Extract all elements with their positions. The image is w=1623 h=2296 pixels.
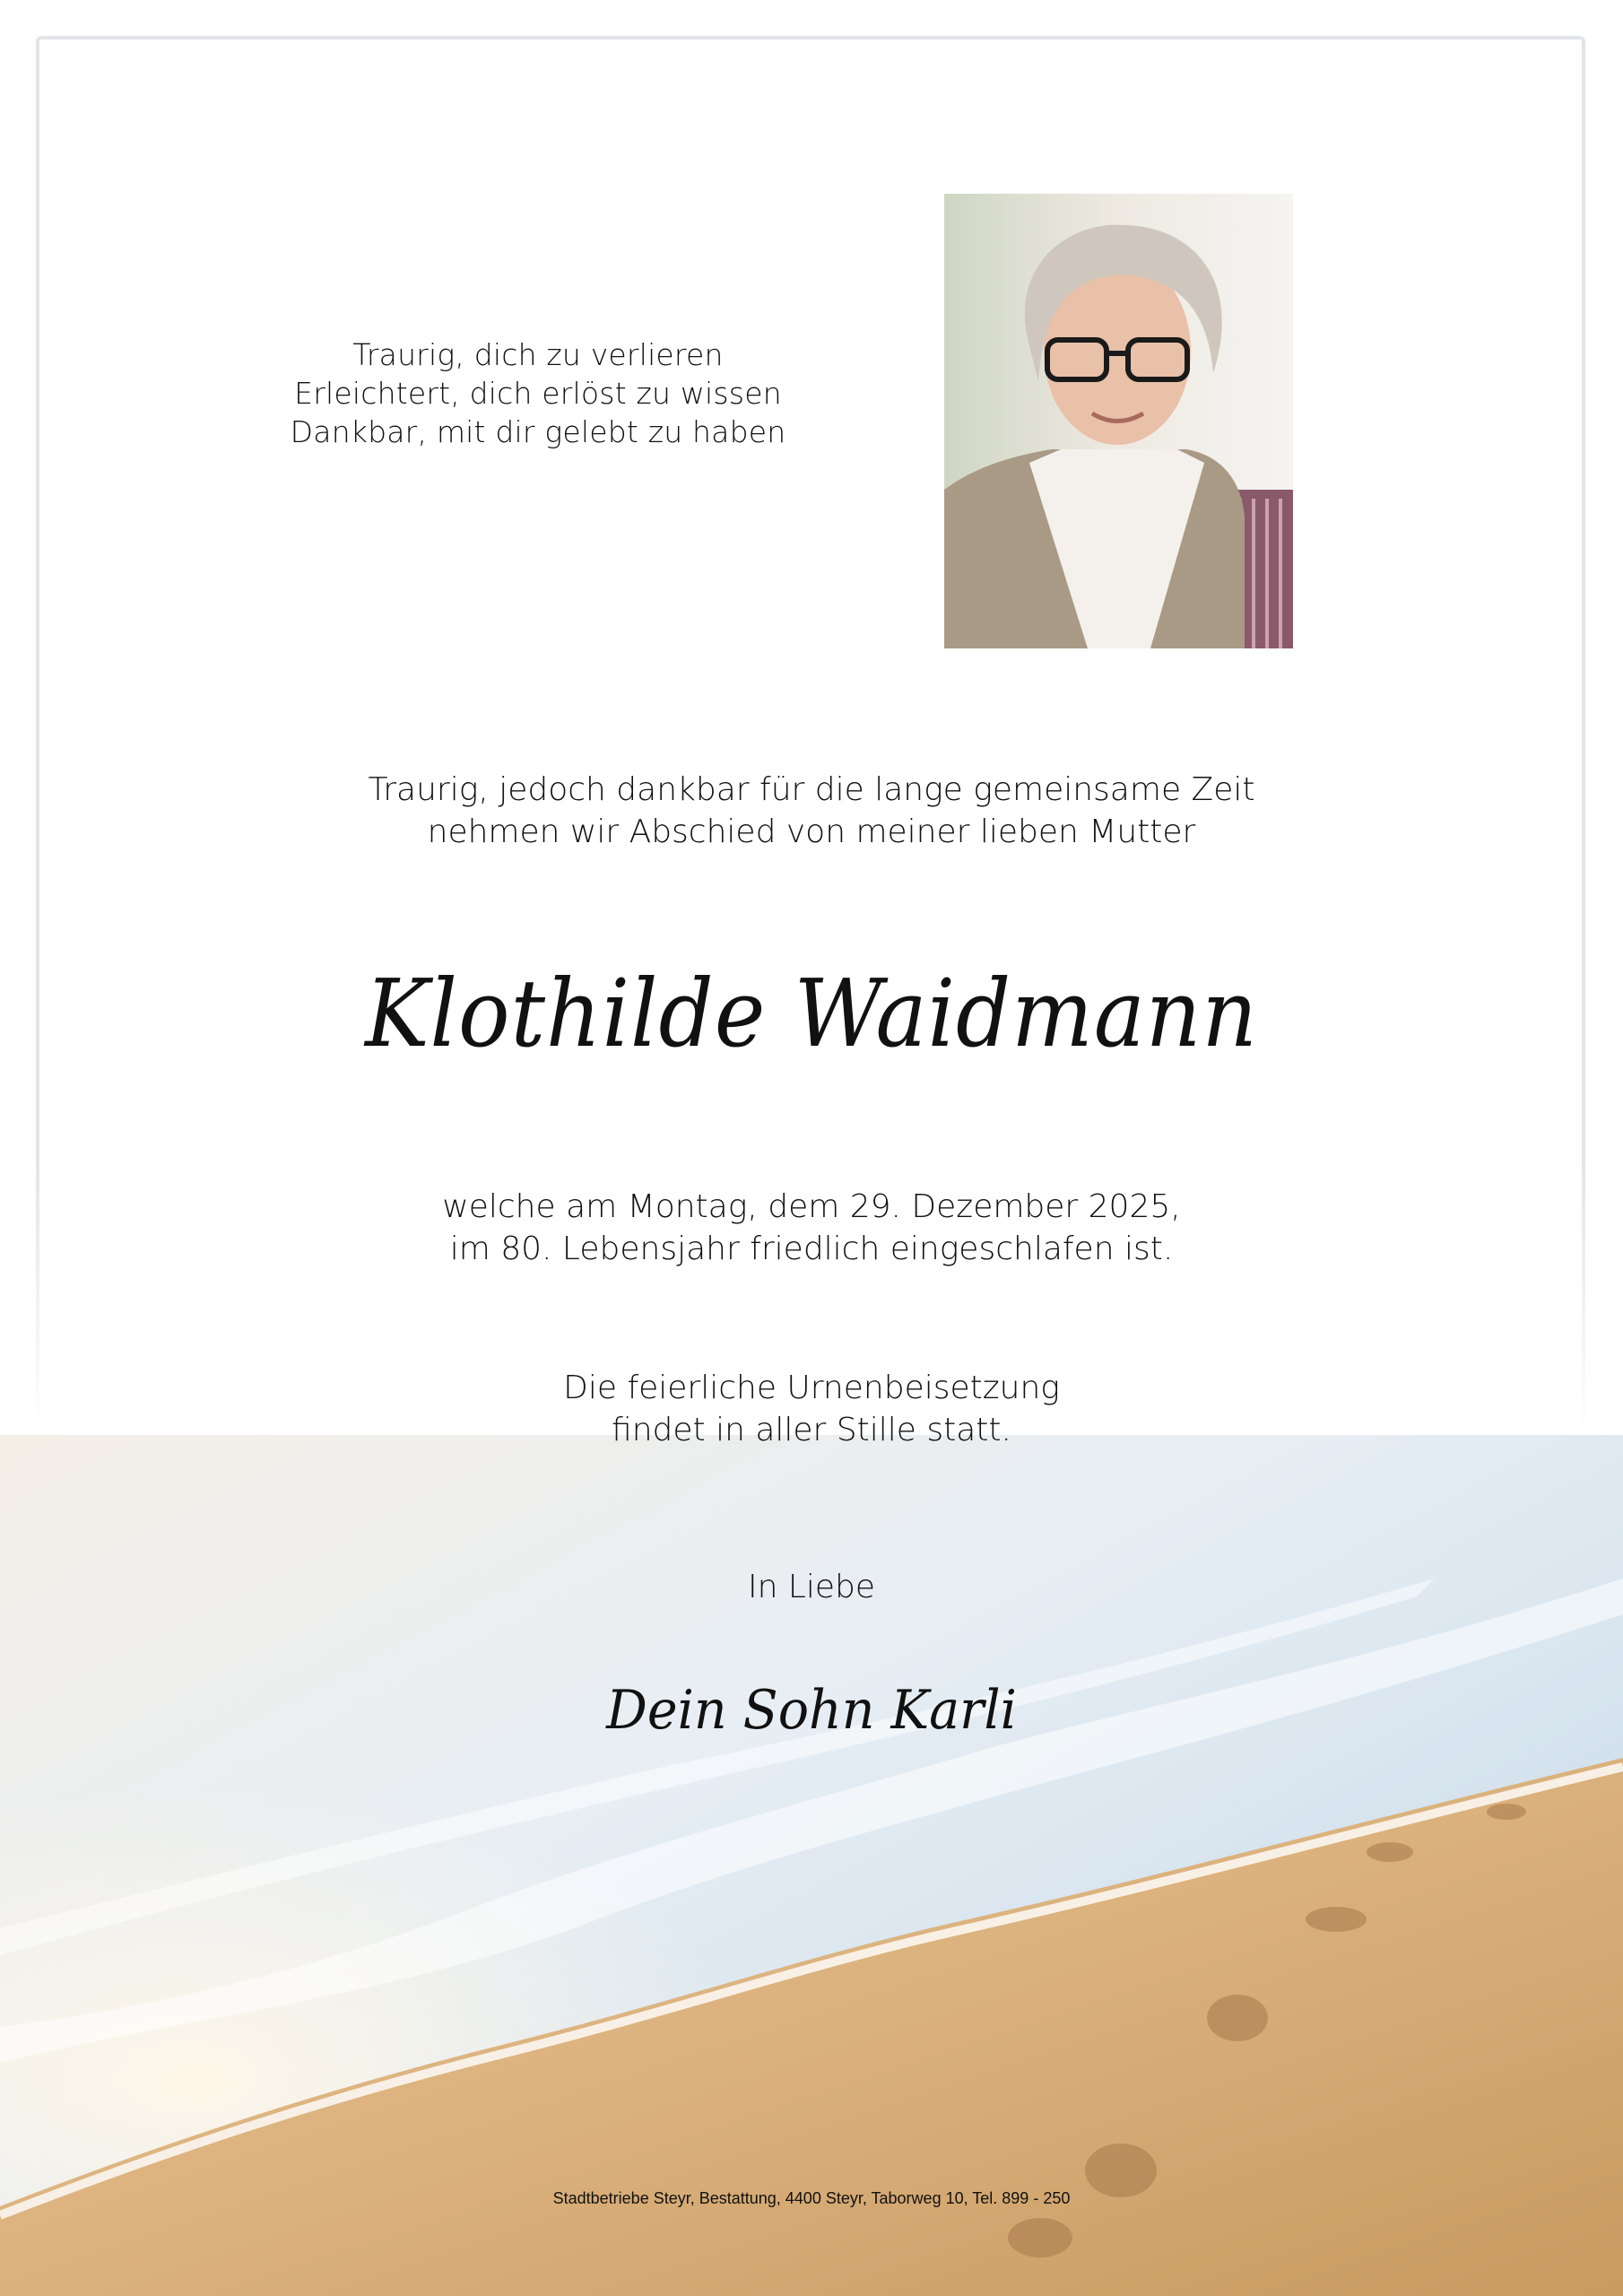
deceased-name: Klothilde Waidmann: [365, 959, 1258, 1068]
ceremony-line: Die feierliche Urnenbeisetzung: [563, 1370, 1060, 1406]
portrait-photo: [944, 194, 1293, 648]
death-line: welche am Montag, dem 29. Dezember 2025,: [442, 1188, 1181, 1225]
portrait-illustration: [944, 194, 1293, 648]
intro-line: nehmen wir Abschied von meiner lieben Mutter: [427, 813, 1196, 850]
verse-line: Dankbar, mit dir gelebt zu haben: [290, 414, 786, 449]
death-line: im 80. Lebensjahr friedlich eingeschlafen ist.: [449, 1231, 1174, 1267]
intro-text: [273, 769, 1350, 853]
ceremony-line: findet in aller Stille statt.: [612, 1412, 1011, 1448]
signature: Dein Sohn Karli: [606, 1679, 1017, 1742]
death-notice: [273, 1186, 1350, 1270]
verse-line: Traurig, dich zu verlieren: [352, 337, 724, 372]
intro-line: Traurig, jedoch dankbar für die lange gemeinsame Zeit: [368, 771, 1255, 808]
in-love-text: In Liebe: [747, 1569, 876, 1605]
ceremony-info: [273, 1367, 1350, 1451]
memorial-verse: [269, 335, 807, 451]
funeral-home-footer: Stadtbetriebe Steyr, Bestattung, 4400 Steyr, Taborweg 10, Tel. 899 - 250: [552, 2189, 1071, 2207]
verse-line: Erleichtert, dich erlöst zu wissen: [294, 376, 782, 411]
